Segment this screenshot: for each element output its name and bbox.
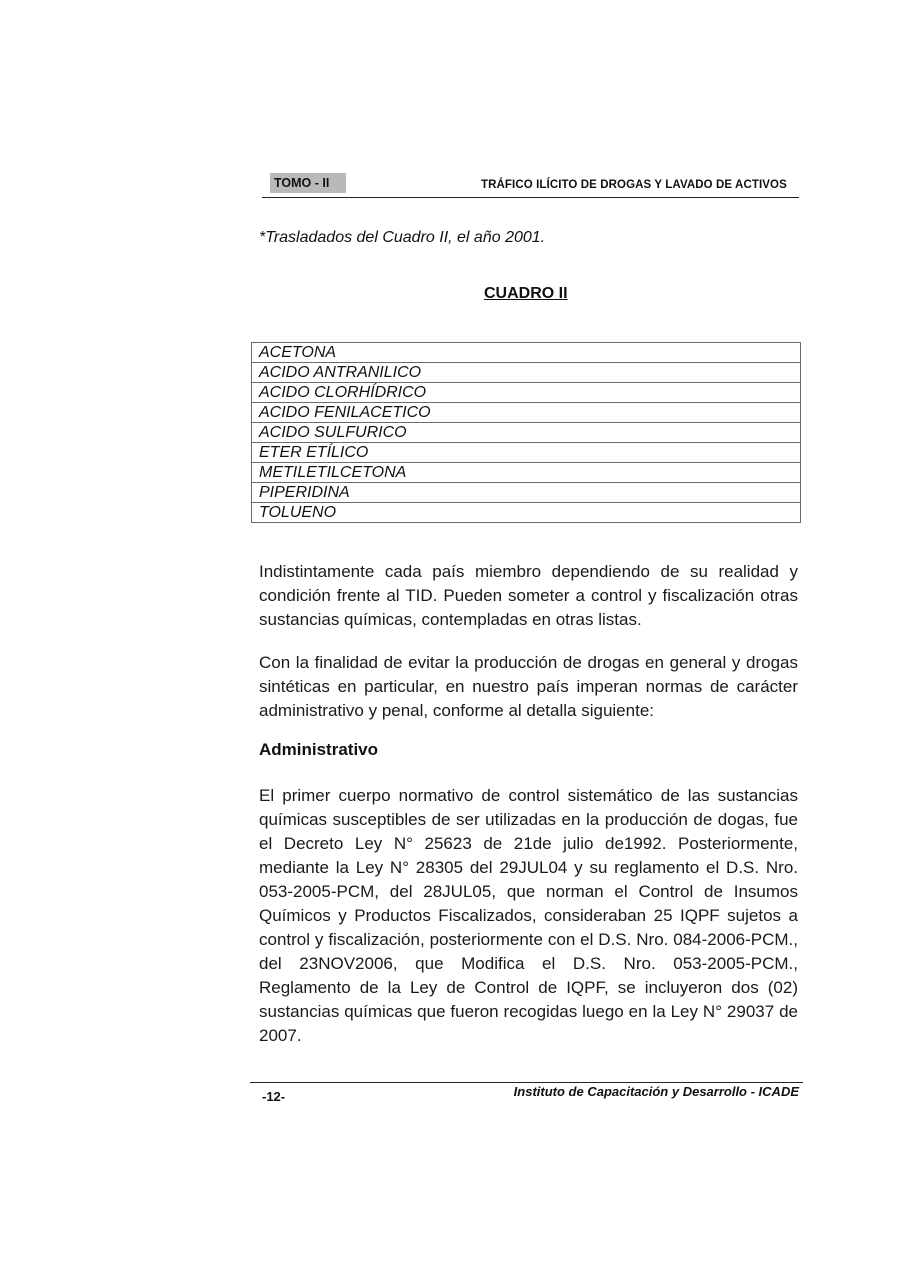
table-cell: TOLUENO [252,503,801,523]
table-row [252,383,801,403]
footer-divider [250,1082,803,1083]
header-divider [262,197,799,198]
table-cell: ACIDO CLORHÍDRICO [252,383,801,403]
body-paragraph-1: Indistintamente cada país miembro dependiendo de su realidad y condición frente al TID. Pueden someter a control y fiscalización otras sustancias químicas, contempladas en otras listas. [259,562,798,629]
table-cell: ACIDO SULFURICO [252,423,801,443]
table-cell: METILETILCETONA [252,463,801,483]
volume-label: TOMO - II [270,173,346,193]
table-row [252,463,801,483]
section-heading: Administrativo [259,740,379,759]
footer-institution: Instituto de Capacitación y Desarrollo - ICADE [513,1084,799,1099]
table-cell: ACETONA [252,343,801,363]
table-row [252,423,801,443]
table-row [252,503,801,523]
table-cell: ACIDO FENILACETICO [252,403,801,423]
body-paragraph-2: Con la finalidad de evitar la producción de drogas en general y drogas sintéticas en particular, en nuestro país imperan normas de carácter administrativo y penal, conforme al detalla siguiente: [259,653,798,720]
table-row [252,403,801,423]
table-cell: ACIDO ANTRANILICO [252,363,801,383]
table-title: CUADRO II [484,285,568,302]
page-number: -12- [262,1089,286,1104]
table-cell: PIPERIDINA [252,483,801,503]
table-cell: ETER ETÍLICO [252,443,801,463]
table-row [252,443,801,463]
table-row [252,363,801,383]
body-paragraph-3: El primer cuerpo normativo de control sistemático de las sustancias químicas susceptibles de ser utilizadas en la producción de dogas, fue el Decreto Ley N° 25623 de 21de julio de1992. Posteriormente, mediante la Ley N° 28305 del 29JUL04 y su reglamento el D.S. Nro. 053-2005-PCM, del 28JUL05, que norman el Control de Insumos Químicos y Productos Fiscalizados, consideraban 25 IQPF sujetos a control y fiscalización, posteriormente con el D.S. Nro. 084-2006-PCM., del 23NOV2006, que Modifica el D.S. Nro. 053-2005-PCM., Reglamento de la Ley de Control de IQPF, se incluyeron dos (02) sustancias químicas que fueron recogidas luego en la Ley N° 29037 de 2007. [259,786,798,1045]
table-note: *Trasladados del Cuadro II, el año 2001. [259,229,546,246]
running-header-title: TRÁFICO ILÍCITO DE DROGAS Y LAVADO DE ACTIVOS [481,179,787,191]
table-row [252,343,801,363]
table-row [252,483,801,503]
chemicals-table [251,342,801,523]
